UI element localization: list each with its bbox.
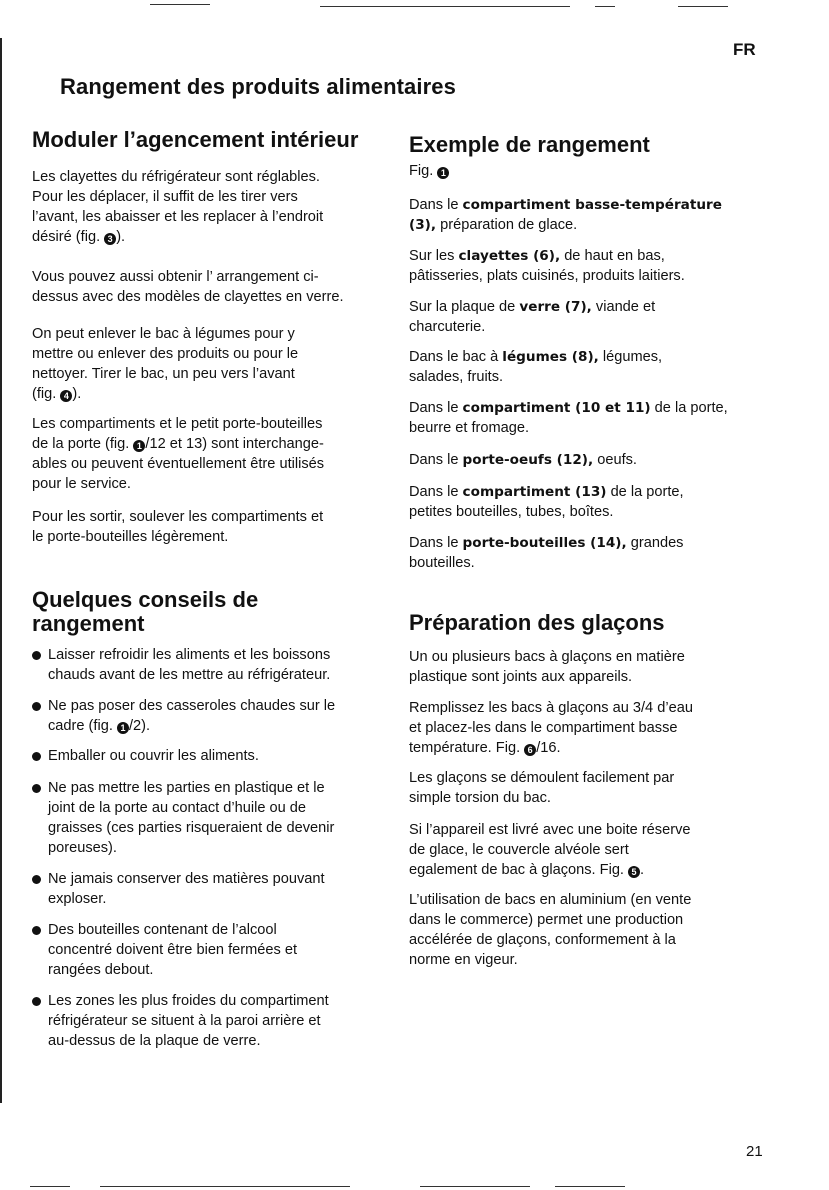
paragraph-reserve: Si l’appareil est livré avec une boite réserve de glace, le couvercle alvéole sert egalement de bac à glaçons. Fig. 5 . [409,822,691,878]
paragraph-aluminium: L’utilisation de bacs en aluminium (en vente dans le commerce) permet une production accélérée de glaçons, conformement à la norme en vigeur. [409,892,692,968]
paragraph-clayettes: Les clayettes du réfrigérateur sont réglables. Pour les déplacer, il suffit de les tirer vers l’avant, les abaisser et les replacer à l’endroit désiré (fig. 3 ). [32,169,324,245]
paragraph-verre: Vous pouvez aussi obtenir l’ arrangement ci- dessus avec des modèles de clayettes en verre. [32,269,344,305]
list-item: Ne pas poser des casseroles chaudes sur le cadre (fig. 1 /2). [32,696,387,736]
page-number: 21 [746,1143,763,1160]
list-item: Dans le compartiment (10 et 11) de la porte, beurre et fromage. [409,400,728,436]
section-heading-exemple: Exemple de rangement [409,132,650,157]
bullet-icon [32,752,41,761]
scan-mark [150,4,210,5]
figure-ref-icon: 1 [117,722,129,734]
list-item: Des bouteilles contenant de l’alcool concentré doivent être bien fermées et rangées debout. [32,920,387,980]
scan-mark [100,1186,350,1187]
scan-mark [595,6,615,7]
figure-ref-icon: 3 [104,233,116,245]
paragraph-bac-legumes: On peut enlever le bac à légumes pour y mettre ou enlever des produits ou pour le nettoyer. Tirer le bac, un peu vers l’avant (fig. 4 ). [32,326,299,402]
section-heading-glacons: Préparation des glaçons [409,610,665,635]
page-title: Rangement des produits alimentaires [60,74,456,99]
list-item: Les zones les plus froides du compartiment réfrigérateur se situent à la paroi arrière et au-dessus de la plaque de verre. [32,991,387,1051]
scan-mark [420,1186,530,1187]
paragraph-sortir: Pour les sortir, soulever les compartiments et le porte-bouteilles légèrement. [32,509,324,545]
list-item: Dans le porte-bouteilles (14), grandes bouteilles. [409,535,684,571]
figure-ref-icon: 1 [437,167,449,179]
paragraph-demoulent: Les glaçons se démoulent facilement par simple torsion du bac. [409,770,675,806]
paragraph-compartiments: Les compartiments et le petit porte-bouteilles de la porte (fig. 1 /12 et 13) sont interchange- ables ou peuvent éventuellement être utilisés pour le service. [32,416,325,492]
list-item: Ne jamais conserver des matières pouvant exploser. [32,869,387,909]
scan-mark [678,6,728,7]
figure-ref-icon: 1 [133,440,145,452]
bullet-icon [32,926,41,935]
figure-ref-icon: 4 [60,390,72,402]
language-label: FR [733,40,756,59]
bullet-icon [32,784,41,793]
bullet-icon [32,702,41,711]
figure-ref-icon: 5 [628,866,640,878]
list-item: Dans le compartiment basse-température (3), préparation de glace. [409,197,722,233]
section-heading-moduler: Moduler l’agencement intérieur [32,127,359,152]
list-item: Sur la plaque de verre (7), viande et charcuterie. [409,299,656,335]
list-item: Dans le bac à légumes (8), légumes, salades, fruits. [409,349,663,385]
scan-mark [555,1186,625,1187]
bullet-icon [32,997,41,1006]
list-item: Sur les clayettes (6), de haut en bas, pâtisseries, plats cuisinés, produits laitiers. [409,248,685,284]
list-item: Dans le compartiment (13) de la porte, petites bouteilles, tubes, boîtes. [409,484,684,520]
figure-reference: Fig. 1 [409,163,449,179]
scan-mark [30,1186,70,1187]
figure-ref-icon: 6 [524,744,536,756]
list-item: Emballer ou couvrir les aliments. [32,746,387,766]
list-item: Laisser refroidir les aliments et les boissons chauds avant de les mettre au réfrigérateur. [32,645,387,685]
section-heading-conseils: Quelques conseils de rangement [32,587,259,636]
paragraph-remplissez: Remplissez les bacs à glaçons au 3/4 d’eau et placez-les dans le compartiment basse température. Fig. 6 /16. [409,700,693,756]
list-item: Dans le porte-oeufs (12), oeufs. [409,452,637,468]
list-item: Ne pas mettre les parties en plastique et le joint de la porte au contact d’huile ou de graisses (ces parties risqueraient de devenir poreuses). [32,778,387,858]
bullet-icon [32,875,41,884]
scan-mark [320,6,570,7]
bullet-icon [32,651,41,660]
page-edge [0,38,2,1103]
paragraph-bacs: Un ou plusieurs bacs à glaçons en matière plastique sont joints aux appareils. [409,649,685,685]
